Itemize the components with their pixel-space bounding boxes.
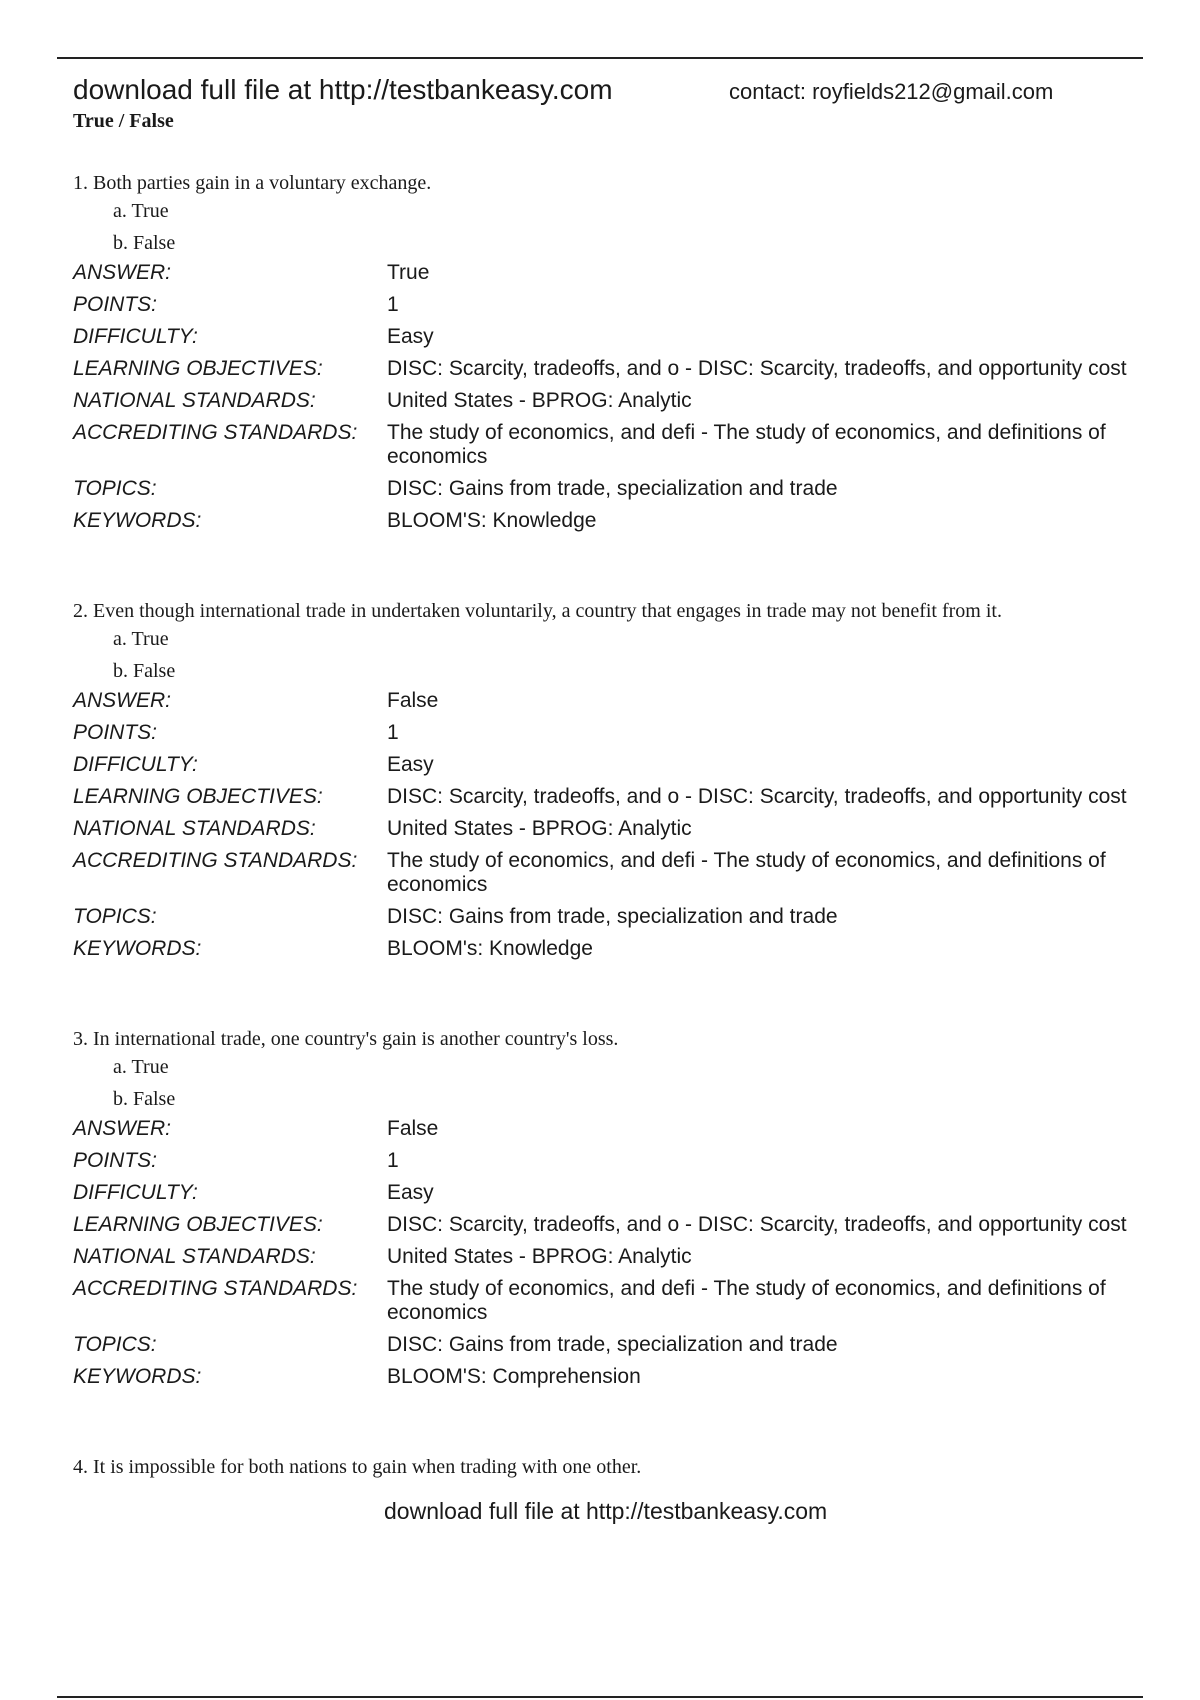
national-standards-row [73, 1245, 1153, 1269]
points-label: POINTS: [73, 1149, 158, 1172]
question-3 [73, 1027, 1153, 1397]
question-metadata [73, 1117, 1153, 1389]
answer-row [73, 1117, 1153, 1141]
points-value: 1 [387, 721, 399, 744]
accrediting-standards-label: ACCREDITING STANDARDS: [73, 1277, 358, 1300]
national-standards-label: NATIONAL STANDARDS: [73, 389, 316, 412]
difficulty-row [73, 325, 1153, 349]
points-row [73, 721, 1153, 745]
choice-a: a. True [113, 628, 169, 650]
keywords-value: BLOOM'S: Knowledge [387, 509, 597, 532]
topics-row [73, 477, 1153, 501]
question-2 [73, 599, 1153, 969]
question-stem: 1. Both parties gain in a voluntary exchange. [73, 172, 432, 194]
accrediting-standards-value: The study of economics, and defi - The study of economics, and definitions of economics [387, 849, 1106, 896]
question-stem: 4. It is impossible for both nations to gain when trading with one other. [73, 1456, 642, 1478]
topics-label: TOPICS: [73, 905, 157, 928]
accrediting-standards-value: The study of economics, and defi - The study of economics, and definitions of economics [387, 421, 1106, 468]
difficulty-label: DIFFICULTY: [73, 325, 198, 348]
difficulty-value: Easy [387, 325, 434, 348]
section-title: True / False [73, 110, 174, 132]
points-value: 1 [387, 293, 399, 316]
difficulty-value: Easy [387, 753, 434, 776]
learning-objectives-row [73, 357, 1153, 381]
answer-value: False [387, 689, 439, 712]
contact-email: contact: royfields212@gmail.com [729, 79, 1054, 104]
national-standards-value: United States - BPROG: Analytic [387, 389, 692, 412]
top-rule [57, 57, 1143, 59]
keywords-label: KEYWORDS: [73, 1365, 202, 1388]
national-standards-value: United States - BPROG: Analytic [387, 1245, 692, 1268]
keywords-row [73, 1365, 1153, 1389]
learning-objectives-value: DISC: Scarcity, tradeoffs, and o - DISC: Scarcity, tradeoffs, and opportunity cost [387, 357, 1127, 380]
accrediting-standards-label: ACCREDITING STANDARDS: [73, 421, 358, 444]
keywords-value: BLOOM's: Knowledge [387, 937, 593, 960]
accrediting-standards-row [73, 849, 1153, 897]
points-row [73, 1149, 1153, 1173]
points-label: POINTS: [73, 721, 158, 744]
question-stem: 2. Even though international trade in undertaken voluntarily, a country that engages in trade may not benefit from it. [73, 600, 1002, 622]
topics-value: DISC: Gains from trade, specialization and trade [387, 905, 838, 928]
accrediting-standards-row [73, 1277, 1153, 1325]
answer-label: ANSWER: [73, 1117, 172, 1140]
learning-objectives-label: LEARNING OBJECTIVES: [73, 357, 323, 380]
national-standards-row [73, 389, 1153, 413]
choice-b: b. False [113, 660, 176, 682]
choice-b: b. False [113, 232, 176, 254]
learning-objectives-row [73, 785, 1153, 809]
keywords-label: KEYWORDS: [73, 937, 202, 960]
answer-row [73, 261, 1153, 285]
question-metadata [73, 689, 1153, 961]
learning-objectives-value: DISC: Scarcity, tradeoffs, and o - DISC: Scarcity, tradeoffs, and opportunity cost [387, 1213, 1127, 1236]
question-4 [73, 1455, 1153, 1479]
question-stem: 3. In international trade, one country's gain is another country's loss. [73, 1028, 619, 1050]
difficulty-label: DIFFICULTY: [73, 1181, 198, 1204]
choice-b: b. False [113, 1088, 176, 1110]
question-metadata [73, 261, 1153, 533]
difficulty-label: DIFFICULTY: [73, 753, 198, 776]
learning-objectives-value: DISC: Scarcity, tradeoffs, and o - DISC: Scarcity, tradeoffs, and opportunity cost [387, 785, 1127, 808]
keywords-row [73, 509, 1153, 533]
learning-objectives-row [73, 1213, 1153, 1237]
topics-row [73, 1333, 1153, 1357]
bottom-rule [57, 1696, 1143, 1698]
download-link-header[interactable]: download full file at http://testbankeasy.com [73, 74, 613, 105]
national-standards-row [73, 817, 1153, 841]
choice-a: a. True [113, 200, 169, 222]
answer-label: ANSWER: [73, 689, 172, 712]
topics-label: TOPICS: [73, 1333, 157, 1356]
points-label: POINTS: [73, 293, 158, 316]
keywords-value: BLOOM'S: Comprehension [387, 1365, 641, 1388]
points-row [73, 293, 1153, 317]
download-link-footer[interactable]: download full file at http://testbankeasy.com [384, 1498, 828, 1524]
accrediting-standards-label: ACCREDITING STANDARDS: [73, 849, 358, 872]
answer-label: ANSWER: [73, 261, 172, 284]
points-value: 1 [387, 1149, 399, 1172]
accrediting-standards-row [73, 421, 1153, 469]
keywords-label: KEYWORDS: [73, 509, 202, 532]
topics-row [73, 905, 1153, 929]
choice-a: a. True [113, 1056, 169, 1078]
national-standards-value: United States - BPROG: Analytic [387, 817, 692, 840]
answer-value: True [387, 261, 430, 284]
difficulty-value: Easy [387, 1181, 434, 1204]
answer-row [73, 689, 1153, 713]
accrediting-standards-value: The study of economics, and defi - The study of economics, and definitions of economics [387, 1277, 1106, 1324]
difficulty-row [73, 753, 1153, 777]
topics-label: TOPICS: [73, 477, 157, 500]
national-standards-label: NATIONAL STANDARDS: [73, 1245, 316, 1268]
difficulty-row [73, 1181, 1153, 1205]
answer-value: False [387, 1117, 439, 1140]
learning-objectives-label: LEARNING OBJECTIVES: [73, 1213, 323, 1236]
keywords-row [73, 937, 1153, 961]
learning-objectives-label: LEARNING OBJECTIVES: [73, 785, 323, 808]
national-standards-label: NATIONAL STANDARDS: [73, 817, 316, 840]
question-1 [73, 171, 1153, 541]
topics-value: DISC: Gains from trade, specialization and trade [387, 477, 838, 500]
topics-value: DISC: Gains from trade, specialization and trade [387, 1333, 838, 1356]
